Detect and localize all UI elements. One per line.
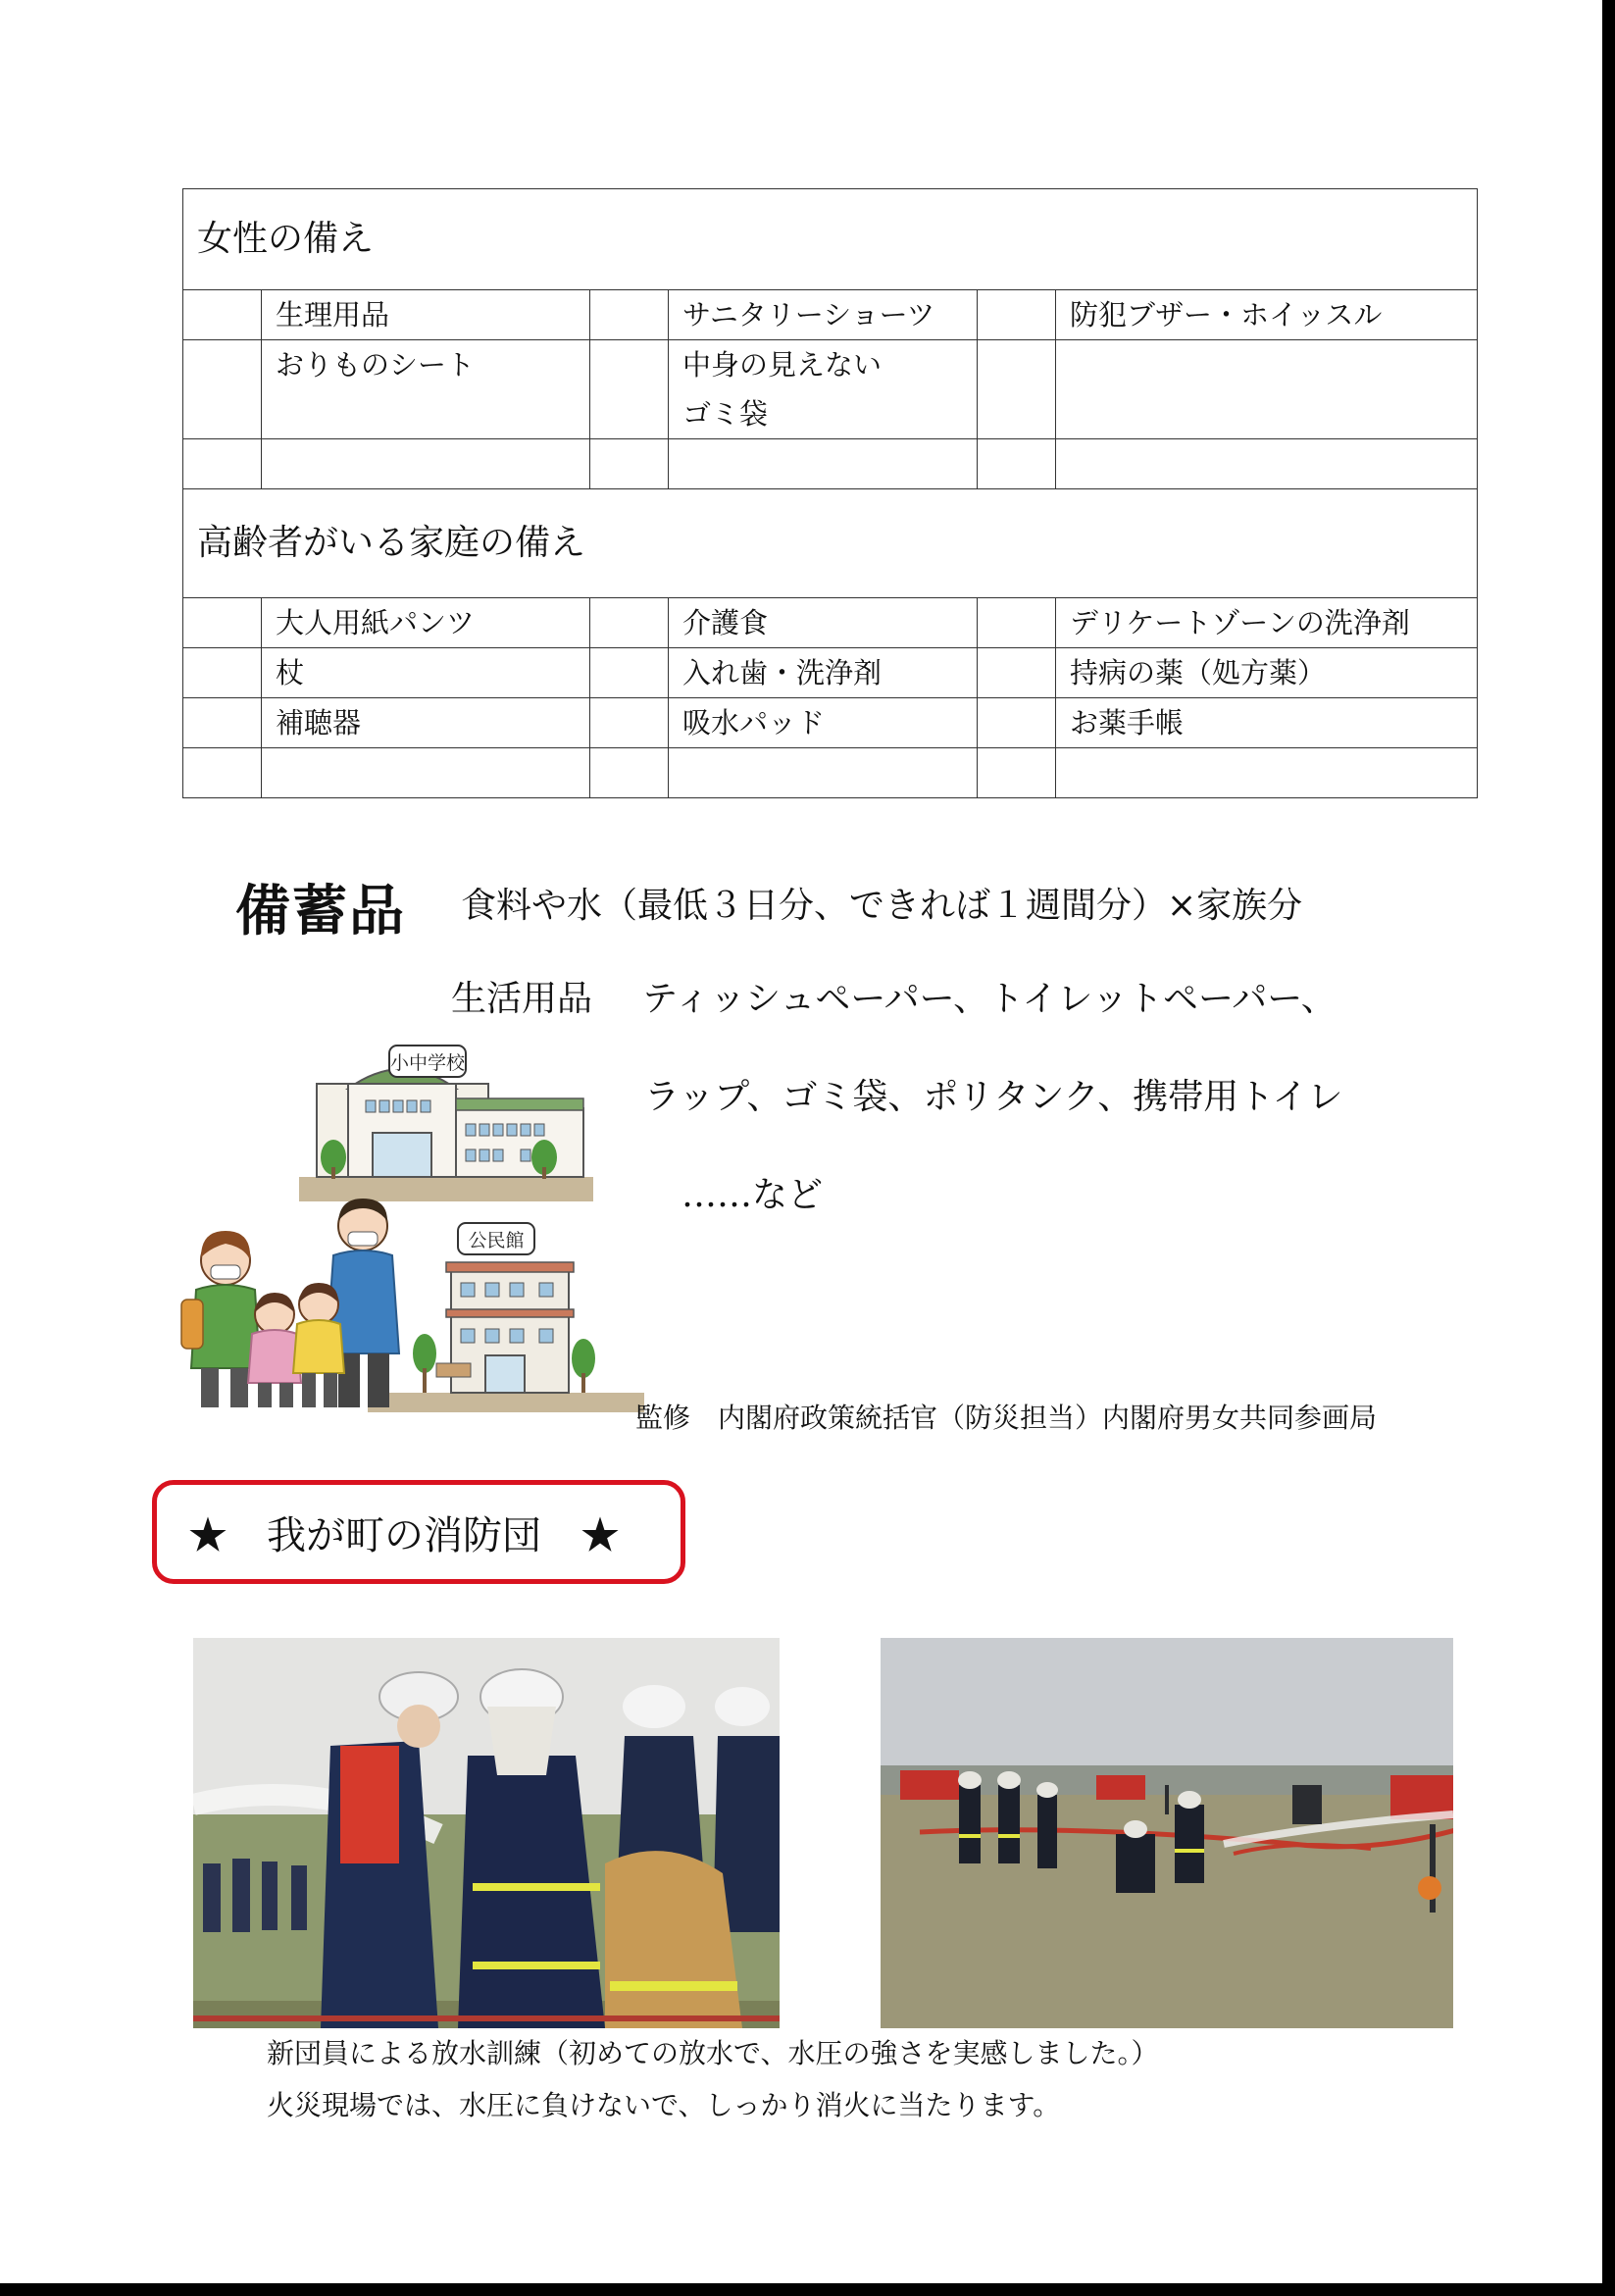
checkbox-cell[interactable]	[978, 439, 1056, 489]
checkbox-cell[interactable]	[590, 748, 669, 798]
table-row	[183, 340, 1478, 439]
checkbox-cell[interactable]	[978, 340, 1056, 439]
checkbox-cell[interactable]	[978, 290, 1056, 340]
women-section-title: 女性の備え	[183, 189, 1478, 290]
checkbox-cell[interactable]	[590, 648, 669, 698]
table-row	[183, 439, 1478, 489]
item-cell[interactable]	[669, 748, 978, 798]
checkbox-cell[interactable]	[183, 290, 262, 340]
page-border-right	[1602, 0, 1615, 2296]
checkbox-cell[interactable]	[590, 698, 669, 748]
stockpile-daily-line: ラップ、ゴミ袋、ポリタンク、携帯用トイレ	[644, 1077, 1343, 1117]
item-cell[interactable]	[1056, 748, 1478, 798]
page-border-bottom	[0, 2283, 1615, 2296]
item-cell: 大人用紙パンツ	[262, 598, 590, 648]
item-cell: 生理用品	[262, 290, 590, 340]
checkbox-cell[interactable]	[183, 598, 262, 648]
table-row	[183, 748, 1478, 798]
stockpile-food-text: 食料や水（最低３日分、できれば１週間分）×家族分	[461, 886, 1303, 926]
table-row	[183, 648, 1478, 698]
elderly-section-title: 高齢者がいる家庭の備え	[183, 489, 1478, 598]
checkbox-cell[interactable]	[978, 698, 1056, 748]
item-line: 中身の見えない	[682, 348, 883, 382]
preparedness-checklist-table	[182, 188, 1478, 798]
checkbox-cell[interactable]	[590, 290, 669, 340]
checkbox-cell[interactable]	[590, 340, 669, 439]
item-cell[interactable]	[1056, 439, 1478, 489]
checkbox-cell[interactable]	[978, 748, 1056, 798]
item-cell: サニタリーショーツ	[669, 290, 978, 340]
item-cell: 持病の薬（処方薬）	[1056, 648, 1478, 698]
item-cell: 補聴器	[262, 698, 590, 748]
checkbox-cell[interactable]	[183, 698, 262, 748]
item-cell: 防犯ブザー・ホイッスル	[1056, 290, 1478, 340]
checkbox-cell[interactable]	[183, 439, 262, 489]
school-label: 小中学校	[389, 1052, 466, 1074]
firefighter-training-photo-right	[881, 1638, 1453, 2028]
item-cell	[669, 340, 978, 439]
stockpile-etc: ……など	[681, 1175, 824, 1215]
item-line: ゴミ袋	[682, 397, 769, 431]
checkbox-cell[interactable]	[978, 598, 1056, 648]
item-cell: 杖	[262, 648, 590, 698]
item-cell: デリケートゾーンの洗浄剤	[1056, 598, 1478, 648]
checkbox-cell[interactable]	[183, 340, 262, 439]
supervision-credit: 監修 内閣府政策統括官（防災担当）内閣府男女共同参画局	[635, 1402, 1378, 1434]
table-row	[183, 290, 1478, 340]
photo-caption: 火災現場では、水圧に負けないで、しっかり消火に当たります。	[267, 2089, 1061, 2121]
hall-label: 公民館	[468, 1230, 525, 1251]
evacuation-illustration	[172, 1030, 644, 1412]
checkbox-cell[interactable]	[590, 598, 669, 648]
item-cell: 入れ歯・洗浄剤	[669, 648, 978, 698]
table-row	[183, 598, 1478, 648]
stockpile-title: 備蓄品	[235, 879, 406, 944]
photo-caption: 新団員による放水訓練（初めての放水で、水圧の強さを実感しました。）	[267, 2037, 1159, 2069]
fire-brigade-heading: ★ 我が町の消防団 ★	[152, 1480, 685, 1584]
stockpile-daily-line: ティッシュペーパー、トイレットペーパー、	[642, 979, 1337, 1019]
checkbox-cell[interactable]	[183, 748, 262, 798]
checkbox-cell[interactable]	[590, 439, 669, 489]
item-cell[interactable]	[262, 748, 590, 798]
item-cell: お薬手帳	[1056, 698, 1478, 748]
firefighter-training-photo-left	[193, 1638, 780, 2028]
item-cell: おりものシート	[262, 340, 590, 439]
checkbox-cell[interactable]	[183, 648, 262, 698]
item-cell[interactable]	[669, 439, 978, 489]
item-cell: 吸水パッド	[669, 698, 978, 748]
item-cell[interactable]	[262, 439, 590, 489]
table-row	[183, 698, 1478, 748]
stockpile-daily-label: 生活用品	[451, 979, 593, 1019]
item-cell: 介護食	[669, 598, 978, 648]
item-cell	[1056, 340, 1478, 439]
checkbox-cell[interactable]	[978, 648, 1056, 698]
